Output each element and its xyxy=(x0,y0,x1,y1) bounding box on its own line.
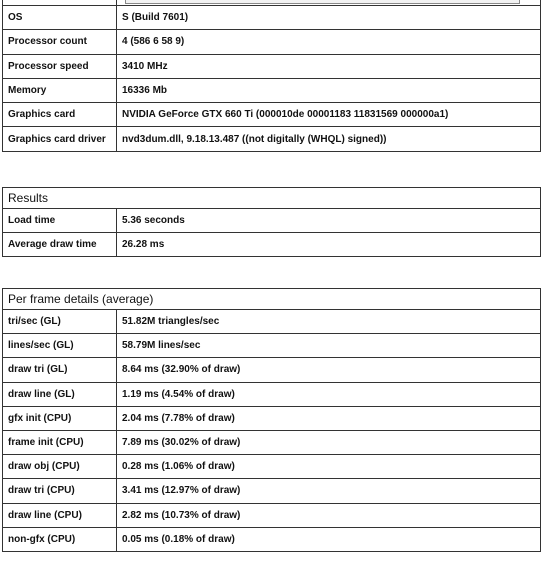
row-label: non-gfx (CPU) xyxy=(3,527,117,551)
row-value: S (Build 7601) xyxy=(117,6,541,30)
row-value: 5.36 seconds xyxy=(117,209,541,233)
row-label: Processor speed xyxy=(3,54,117,78)
table-row xyxy=(3,503,541,527)
table-header-row xyxy=(3,289,541,310)
table-header-row xyxy=(3,188,541,209)
row-value: 1.19 ms (4.54% of draw) xyxy=(117,382,541,406)
table-row xyxy=(3,455,541,479)
row-value: 2.82 ms (10.73% of draw) xyxy=(117,503,541,527)
row-value: 3410 MHz xyxy=(117,54,541,78)
table-row xyxy=(3,334,541,358)
table-row xyxy=(3,103,541,127)
table-row xyxy=(3,527,541,551)
per-frame-table xyxy=(2,288,541,552)
table-row xyxy=(3,209,541,233)
row-label: Graphics card driver xyxy=(3,127,117,151)
row-value: 7.89 ms (30.02% of draw) xyxy=(117,430,541,454)
row-label: gfx init (CPU) xyxy=(3,406,117,430)
row-label: draw line (CPU) xyxy=(3,503,117,527)
table-row xyxy=(3,382,541,406)
row-label: Graphics card xyxy=(3,103,117,127)
table-row xyxy=(3,233,541,257)
row-value: 8.64 ms (32.90% of draw) xyxy=(117,358,541,382)
cutoff-scrollbar xyxy=(125,0,520,4)
table-row xyxy=(3,479,541,503)
row-value: 16336 Mb xyxy=(117,78,541,102)
row-label: tri/sec (GL) xyxy=(3,310,117,334)
row-value: NVIDIA GeForce GTX 660 Ti (000010de 00001183 11831569 000000a1) xyxy=(117,103,541,127)
row-label: lines/sec (GL) xyxy=(3,334,117,358)
row-value: 3.41 ms (12.97% of draw) xyxy=(117,479,541,503)
row-label: frame init (CPU) xyxy=(3,430,117,454)
row-value: 0.05 ms (0.18% of draw) xyxy=(117,527,541,551)
results-table xyxy=(2,187,541,257)
row-value: 51.82M triangles/sec xyxy=(117,310,541,334)
table-row xyxy=(3,310,541,334)
row-value: 26.28 ms xyxy=(117,233,541,257)
row-label: OS xyxy=(3,6,117,30)
row-label: draw obj (CPU) xyxy=(3,455,117,479)
table-row xyxy=(3,127,541,151)
system-info-table xyxy=(2,0,541,152)
table-row xyxy=(3,358,541,382)
row-label: Memory xyxy=(3,78,117,102)
table-row xyxy=(3,54,541,78)
row-value: nvd3dum.dll, 9.18.13.487 ((not digitally (WHQL) signed)) xyxy=(117,127,541,151)
table-row xyxy=(3,406,541,430)
row-value: 58.79M lines/sec xyxy=(117,334,541,358)
table-row xyxy=(3,78,541,102)
table-row xyxy=(3,6,541,30)
row-value: 2.04 ms (7.78% of draw) xyxy=(117,406,541,430)
table-row xyxy=(3,30,541,54)
per-frame-title: Per frame details (average) xyxy=(3,289,541,310)
row-value: 4 (586 6 58 9) xyxy=(117,30,541,54)
results-title: Results xyxy=(3,188,541,209)
row-label: draw tri (GL) xyxy=(3,358,117,382)
row-label: draw line (GL) xyxy=(3,382,117,406)
table-row xyxy=(3,430,541,454)
row-value: 0.28 ms (1.06% of draw) xyxy=(117,455,541,479)
row-label: draw tri (CPU) xyxy=(3,479,117,503)
row-label: Average draw time xyxy=(3,233,117,257)
row-label: Load time xyxy=(3,209,117,233)
row-label: Processor count xyxy=(3,30,117,54)
